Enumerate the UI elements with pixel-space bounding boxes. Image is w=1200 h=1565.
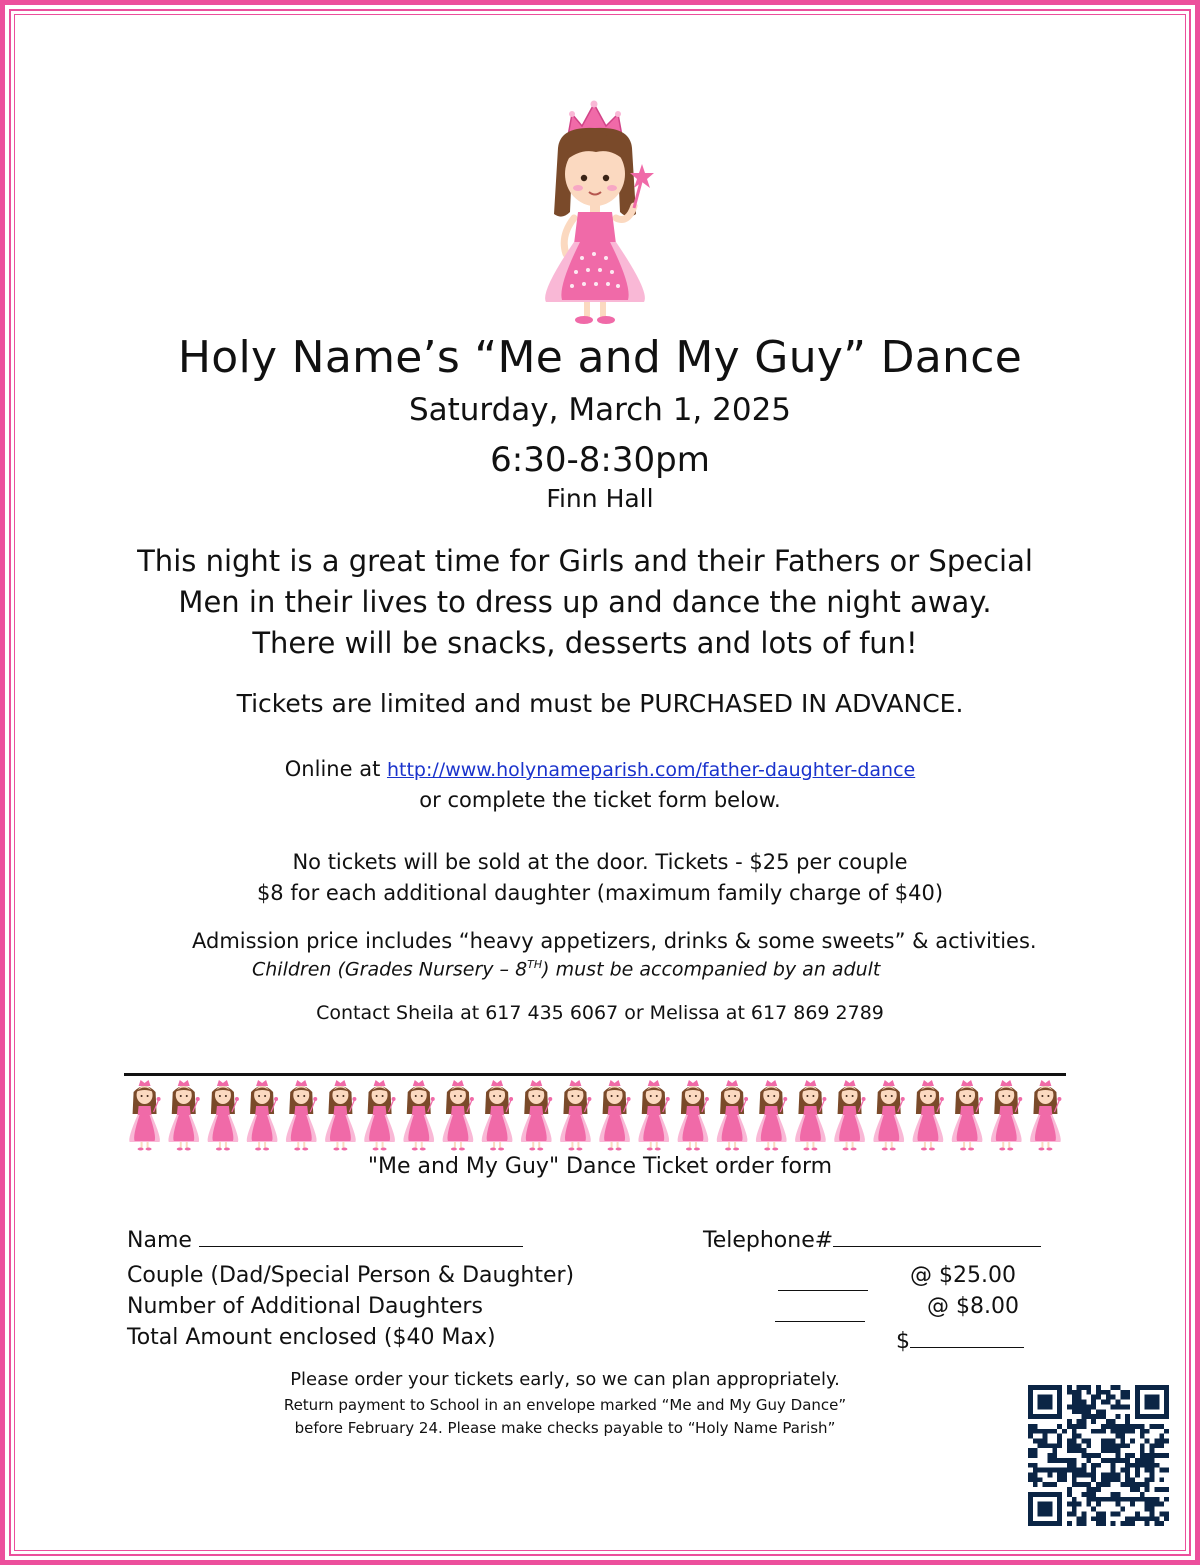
additional-daughters-label: Number of Additional Daughters	[127, 1294, 483, 1319]
contact-info: Contact Sheila at 617 435 6067 or Melissa at 617 869 2789	[316, 1002, 884, 1024]
event-time: 6:30-8:30pm	[490, 440, 710, 480]
princess-icon	[795, 1080, 826, 1151]
event-title: Holy Name’s “Me and My Guy” Dance	[177, 332, 1023, 383]
footer-line-3: before February 24. Please make checks payable to “Holy Name Parish”	[294, 1419, 836, 1437]
couple-label: Couple (Dad/Special Person & Daughter)	[127, 1263, 575, 1288]
telephone-field-row	[703, 1224, 1041, 1253]
order-form-title: "Me and My Guy" Dance Ticket order form	[367, 1154, 833, 1179]
event-venue: Finn Hall	[546, 484, 654, 513]
footer-line-1: Please order your tickets early, so we can plan appropriately.	[290, 1369, 840, 1390]
children-note	[252, 958, 880, 980]
princess-icon	[364, 1080, 395, 1151]
name-label: Name	[127, 1228, 192, 1253]
princess-icon	[168, 1080, 199, 1151]
online-purchase-line	[0, 757, 1200, 781]
princess-icon	[247, 1080, 278, 1151]
couple-quantity-field[interactable]	[778, 1268, 868, 1291]
couple-price: @ $25.00	[910, 1263, 1016, 1288]
princess-icon	[129, 1080, 160, 1151]
tickets-limited-notice: Tickets are limited and must be PURCHASED IN ADVANCE.	[236, 689, 964, 718]
additional-daughters-field[interactable]	[775, 1299, 865, 1322]
event-date: Saturday, March 1, 2025	[408, 392, 792, 428]
online-prefix: Online at	[284, 757, 387, 781]
children-note-text: Children (Grades Nursery – 8	[252, 958, 528, 981]
pricing-line-2: $8 for each additional daughter (maximum family charge of $40)	[256, 881, 944, 905]
telephone-label: Telephone#	[703, 1228, 834, 1253]
total-field-row	[896, 1325, 1024, 1354]
footer-line-2: Return payment to School in an envelope marked “Me and My Guy Dance”	[283, 1396, 847, 1414]
princess-icon	[286, 1080, 317, 1151]
description-line: There will be snacks, desserts and lots of fun!	[252, 626, 918, 660]
princess-icon	[913, 1080, 944, 1151]
total-currency: $	[896, 1329, 910, 1354]
princess-icon	[482, 1080, 513, 1151]
pricing-line-1: No tickets will be sold at the door. Tickets - $25 per couple	[292, 850, 908, 874]
qr-code-icon[interactable]	[1028, 1385, 1169, 1526]
name-field-row	[127, 1224, 523, 1253]
princess-icon	[443, 1080, 474, 1151]
admission-note: Admission price includes “heavy appetizers, drinks & some sweets” & activities.	[192, 929, 1037, 953]
princess-icon	[208, 1080, 239, 1151]
princess-icon	[638, 1080, 669, 1151]
purchase-link[interactable]: http://www.holynameparish.com/father-daughter-dance	[386, 759, 916, 781]
total-amount-field[interactable]	[910, 1325, 1024, 1348]
additional-price: @ $8.00	[927, 1294, 1019, 1319]
princess-icon	[403, 1080, 434, 1151]
event-description	[0, 541, 1170, 664]
princess-icon	[599, 1080, 630, 1151]
description-line: Men in their lives to dress up and dance the night away.	[178, 585, 992, 619]
princess-icon	[521, 1080, 552, 1151]
princess-icon	[991, 1080, 1022, 1151]
princess-icon	[952, 1080, 983, 1151]
princess-icon	[873, 1080, 904, 1151]
description-line: This night is a great time for Girls and their Fathers or Special	[137, 544, 1033, 578]
princess-icon	[717, 1080, 748, 1151]
total-label: Total Amount enclosed ($40 Max)	[127, 1325, 496, 1350]
princess-icon	[325, 1080, 356, 1151]
princess-icon	[678, 1080, 709, 1151]
name-field[interactable]	[199, 1224, 523, 1247]
princess-icon	[834, 1080, 865, 1151]
princess-icon	[560, 1080, 591, 1151]
princess-icon	[1030, 1080, 1061, 1151]
princess-row	[125, 1078, 1065, 1154]
children-note-sup: TH	[527, 958, 543, 971]
telephone-field[interactable]	[833, 1224, 1041, 1247]
princess-icon	[756, 1080, 787, 1151]
princess-icon	[530, 96, 660, 328]
divider	[124, 1073, 1066, 1076]
complete-form-note: or complete the ticket form below.	[419, 788, 781, 812]
children-note-end: ) must be accompanied by an adult	[542, 958, 881, 981]
